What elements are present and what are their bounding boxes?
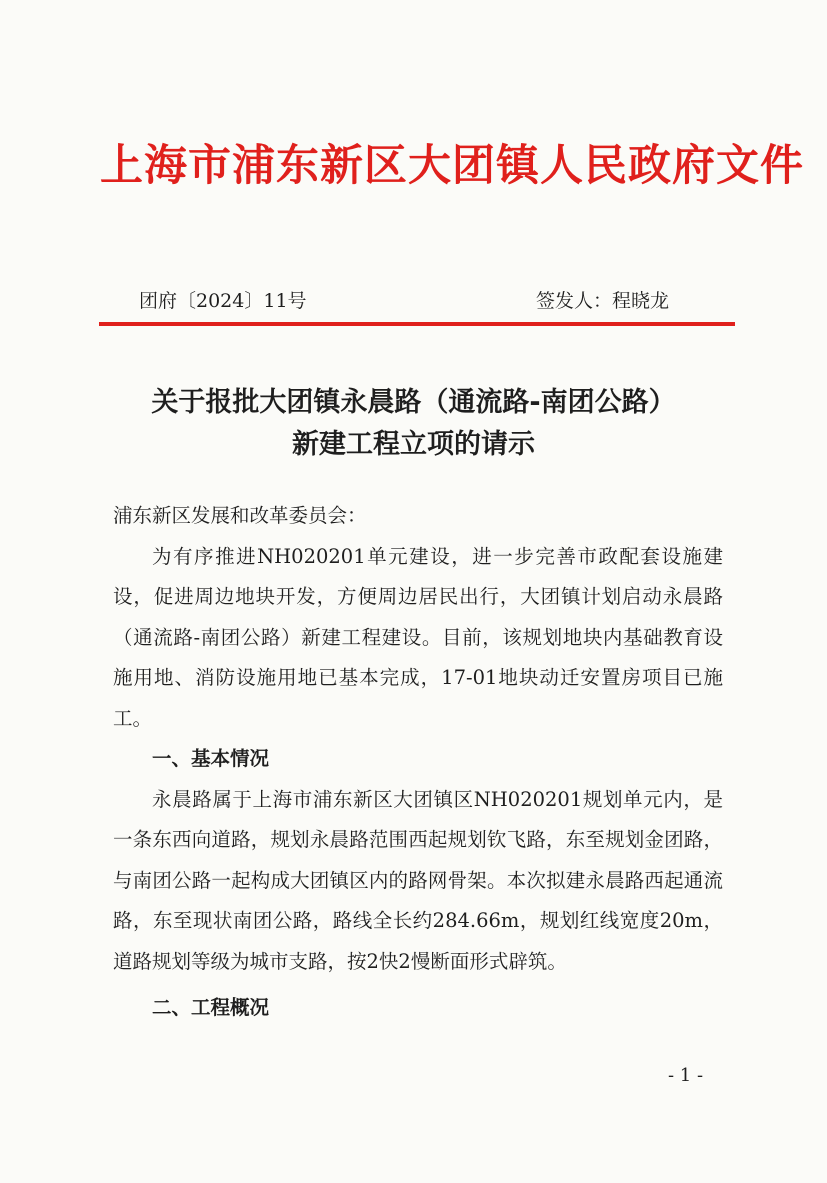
section-1-heading: 一、基本情况 bbox=[152, 747, 270, 770]
title-line-2: 新建工程立项的请示 bbox=[292, 429, 535, 460]
signer-label: 签发人：程晓龙 bbox=[536, 290, 670, 312]
section-2-heading: 二、工程概况 bbox=[152, 996, 270, 1019]
red-divider-line bbox=[99, 322, 735, 326]
intro-paragraph: 为有序推进NH020201单元建设，进一步完善市政配套设施建设，促进周边地块开发，方便周边居民出行，大团镇计划启动永晨路（通流路-南团公路）新建工程建设。目前，该规划地块内基础教育设施用地、消防设施用地已基本完成，17-01地块动迁安置房项目已施工。 bbox=[113, 544, 723, 730]
issuer-header: 上海市浦东新区大团镇人民政府文件 bbox=[100, 141, 804, 191]
document-number: 团府〔2024〕11号 bbox=[139, 290, 307, 312]
document-title bbox=[60, 382, 767, 466]
section-1-paragraph: 永晨路属于上海市浦东新区大团镇区NH020201规划单元内，是一条东西向道路，规划永晨路范围西起规划钦飞路，东至规划金团路，与南团公路一起构成大团镇区内的路网骨架。本次拟建永晨路西起通流路，东至现状南团公路，路线全长约284.66m，规划红线宽度20m，道路规划等级为城市支路，按2快2慢断面形式辟筑。 bbox=[113, 787, 723, 973]
page-number: - 1 - bbox=[668, 1065, 704, 1086]
title-line-1: 关于报批大团镇永晨路（通流路-南团公路） bbox=[151, 387, 676, 418]
salutation: 浦东新区发展和改革委员会： bbox=[113, 504, 367, 527]
document-body bbox=[113, 496, 723, 1029]
